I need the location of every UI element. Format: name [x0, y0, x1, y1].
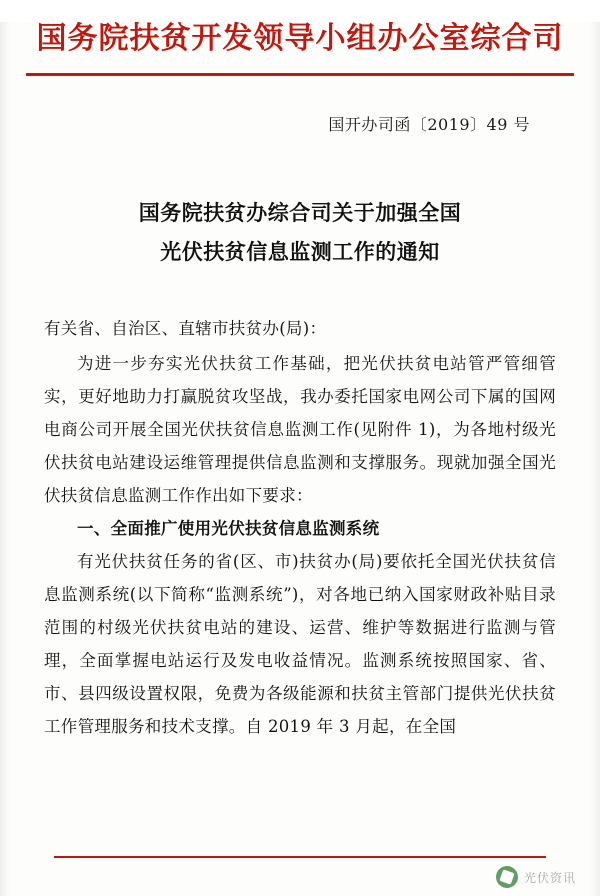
- leaf-logo-icon: [496, 866, 518, 888]
- document-title: [74, 193, 526, 273]
- salutation: 有关省、自治区、直辖市扶贫办(局)：: [44, 319, 327, 339]
- footer-divider-rule: [54, 856, 546, 858]
- document-body: [44, 312, 556, 743]
- issuing-authority-title: 国务院扶贫开发领导小组办公室综合司: [36, 21, 564, 56]
- document-masthead: [28, 22, 572, 57]
- document-number: 国开办司函〔2019〕49 号: [328, 114, 530, 134]
- section-heading-1: 一、全面推广使用光伏扶贫信息监测系统: [77, 519, 380, 539]
- body-paragraph-2: 有光伏扶贫任务的省(区、市)扶贫办(局)要依托全国光伏扶贫信息监测系统(以下简称“监测系统”)，对各地已纳入国家财政补贴目录范围的村级光伏扶贫电站的建设、运营、维护等数据进行监测与管理，全面掌握电站运行及发电收益情况。监测系统按照国家、省、市、县四级设置权限，免费为各级能源和扶贫主管部门提供光伏扶贫工作管理服务和技术支撑。自 2019 年 3 月起，在全国: [44, 552, 556, 737]
- page-edge-shadow-right: [590, 22, 600, 896]
- page-edge-shadow-left: [0, 22, 10, 896]
- document-page: [0, 22, 600, 896]
- watermark: [496, 866, 576, 888]
- document-title-line-2: 光伏扶贫信息监测工作的通知: [160, 239, 440, 265]
- watermark-label: 光伏资讯: [523, 870, 576, 885]
- document-title-line-1: 国务院扶贫办综合司关于加强全国: [138, 199, 462, 225]
- body-paragraph-1: 为进一步夯实光伏扶贫工作基础，把光伏扶贫电站管严管细管实，更好地助力打赢脱贫攻坚战，我办委托国家电网公司下属的国网电商公司开展全国光伏扶贫信息监测工作(见附件 1)，为各地村级光伏扶贫电站建设运维管理提供信息监测和支撑服务。现就加强全国光伏扶贫信息监测工作作出如下要求：: [44, 354, 556, 506]
- masthead-divider-rule: [26, 73, 574, 76]
